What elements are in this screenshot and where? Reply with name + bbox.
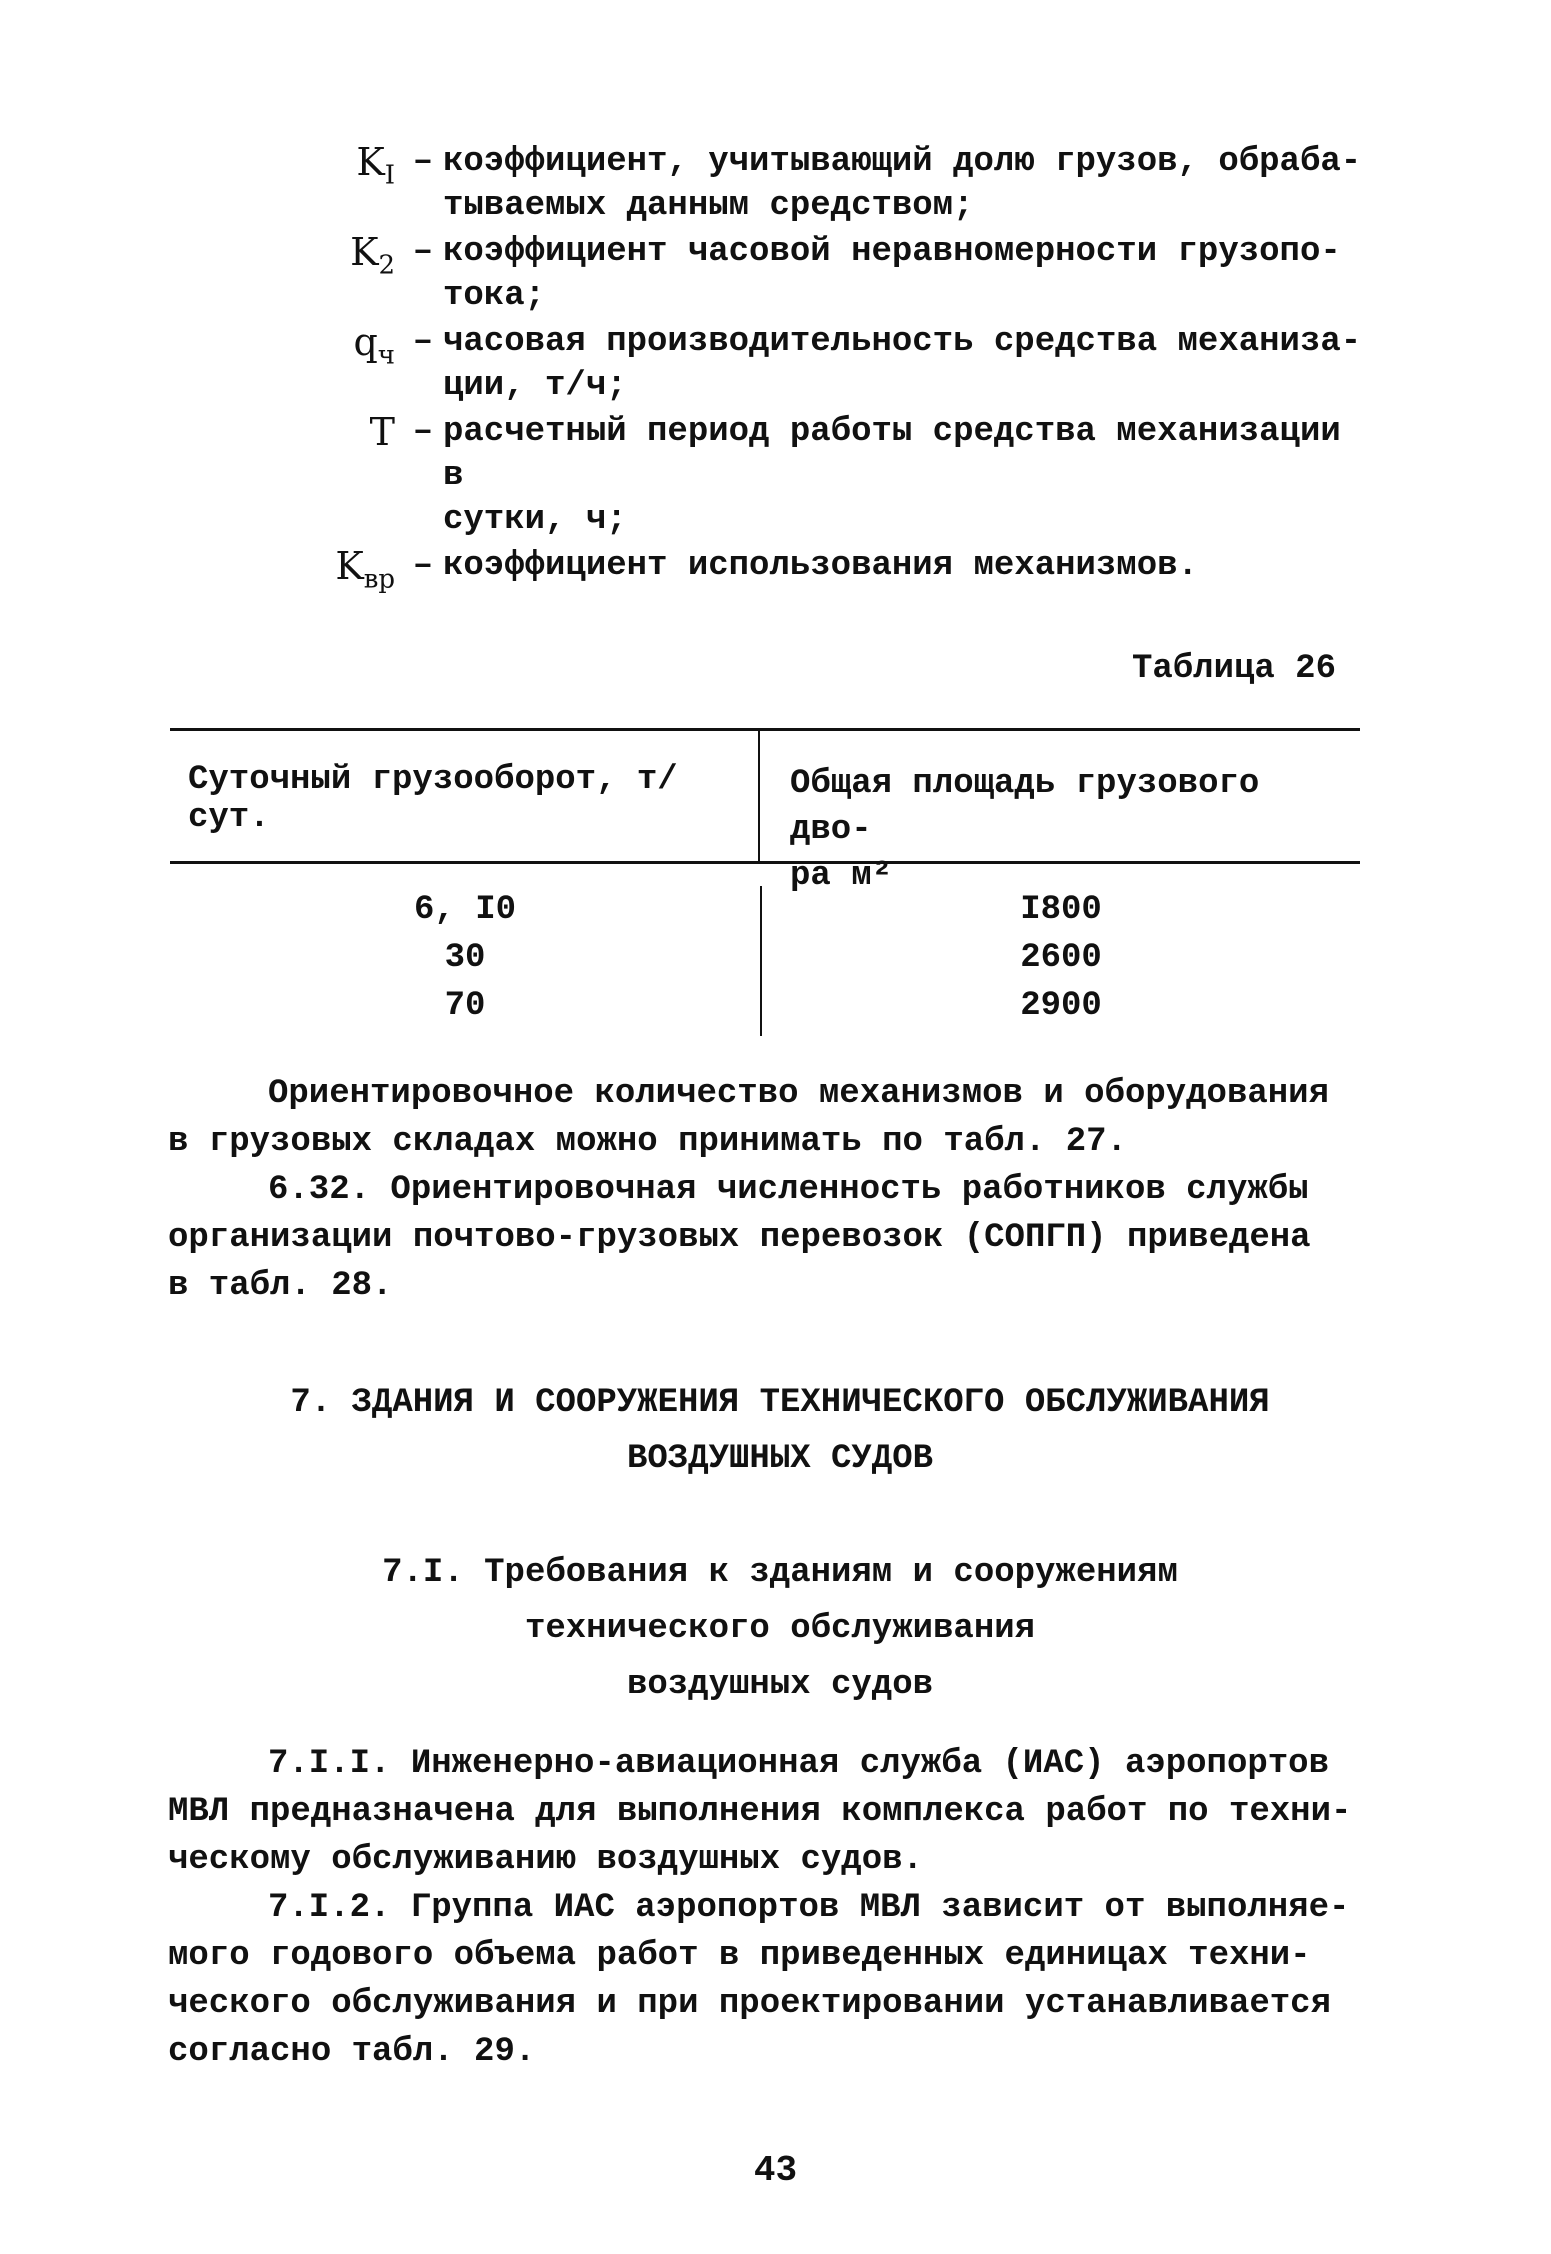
table-cell: 70 — [444, 987, 486, 1025]
table-cell: 6, I0 — [413, 891, 517, 929]
definition-symbol: $K_2$ — [350, 230, 395, 281]
definition-text: коэффициент использования механизмов. — [443, 547, 1198, 585]
column-turnover — [170, 886, 762, 1036]
table-cell: I800 — [1020, 891, 1102, 929]
header-turnover: Суточный грузооборот, т/сут. — [170, 731, 760, 861]
subsection-title: 7.I. Требования к зданиям и сооружениям технического обслуживания воздушных судов — [382, 1554, 1178, 1704]
definition-text: коэффициент, учитывающий долю грузов, обраба- тываемых данным средством; — [443, 143, 1362, 225]
table-cell: 30 — [444, 939, 486, 977]
column-area — [762, 886, 1360, 1036]
definition-symbol: $K_I$ — [356, 140, 395, 191]
definition-symbol: T — [369, 410, 395, 454]
definition-text: часовая производительность средства механиза- ции, т/ч; — [443, 323, 1362, 405]
table-body — [170, 864, 1360, 1036]
table-cell: 2600 — [1020, 939, 1102, 977]
definition-symbol: $q_ч$ — [353, 320, 395, 371]
definition-text: расчетный период работы средства механизации в сутки, ч; — [443, 413, 1341, 539]
definitions-list — [300, 140, 1400, 604]
definition-t: T – расчетный период работы средства механизации в сутки, ч; — [300, 410, 1400, 542]
header-area: Общая площадь грузового дво- ра м² — [790, 765, 1260, 895]
table-cell: 2900 — [1020, 987, 1102, 1025]
table-header — [170, 731, 1360, 895]
definition-qch: $q_ч$ – часовая производительность средства механиза- ции, т/ч; — [300, 320, 1400, 408]
definition-symbol: $K_{вр}$ — [335, 544, 395, 595]
definition-kvr: $K_{вр}$ – коэффициент использования механизмов. — [300, 544, 1400, 602]
paragraph-equipment: Ориентировочное количество механизмов и оборудования в грузовых складах можно принимать по табл. 27. 6.32. Ориентировочная численность работников службы организации почтово-грузовых перевозок (СОПГП) приведена в табл. 28. — [168, 1075, 1329, 1305]
data-table — [170, 728, 1360, 1036]
definition-k2: $K_2$ – коэффициент часовой неравномерности грузопо- тока; — [300, 230, 1400, 318]
page-number: 43 — [753, 2150, 798, 2191]
definition-text: коэффициент часовой неравномерности грузопо- тока; — [443, 233, 1341, 315]
section-title: 7. ЗДАНИЯ И СООРУЖЕНИЯ ТЕХНИЧЕСКОГО ОБСЛУЖИВАНИЯ ВОЗДУШНЫХ СУДОВ — [290, 1384, 1270, 1478]
paragraph-ias: 7.I.I. Инженерно-авиационная служба (ИАС) аэропортов МВЛ предназначена для выполнения комплекса работ по техни- ческому обслуживанию воздушных судов. 7.I.2. Группа ИАС аэропортов МВЛ зависит от выполняе- мого годового объема работ в приведенных единицах техни- ческого обслуживания и при проектировании устанавливается согласно табл. 29. — [168, 1745, 1352, 2071]
table-caption: Таблица 26 — [1131, 650, 1336, 688]
definition-k1: $K_I$ – коэффициент, учитывающий долю грузов, обраба- тываемых данным средством; — [300, 140, 1400, 228]
